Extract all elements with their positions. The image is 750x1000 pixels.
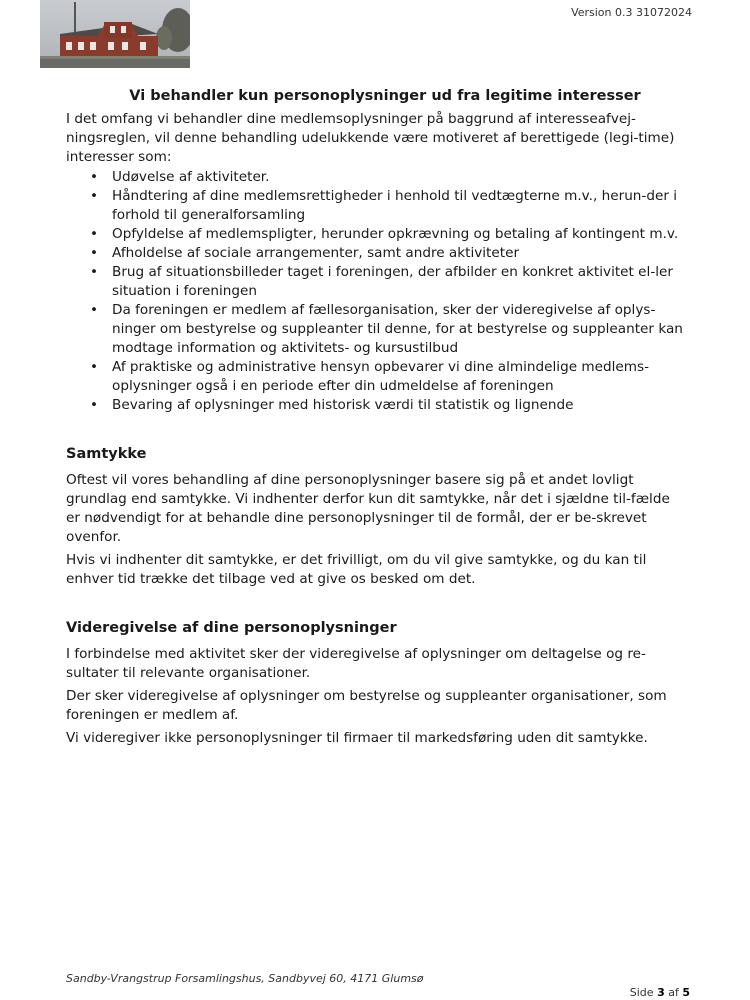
document-body bbox=[66, 110, 686, 752]
page-number bbox=[630, 986, 690, 999]
section-heading-samtykke: Samtykke bbox=[66, 446, 147, 462]
list-item: • Opfyldelse af medlemspligter, herunder opkrævning og betaling af kontingent m.v. bbox=[112, 225, 686, 244]
list-item: • Bevaring af oplysninger med historisk værdi til statistik og lignende bbox=[112, 396, 686, 415]
page-title: Vi behandler kun personoplysninger ud fra legitime interesser bbox=[129, 88, 641, 104]
list-item: • Håndtering af dine medlemsrettigheder i henhold til vedtægterne m.v., herun-der i forhold til generalforsamling bbox=[112, 187, 686, 225]
page-total: 5 bbox=[682, 986, 690, 999]
list-item: • Da foreningen er medlem af fællesorganisation, sker der videregivelse af oplys-ninger om bestyrelse og suppleanter til denne, for at bestyrelse og suppleanter kan modtage information og aktivitets- og kursustilbud bbox=[112, 301, 686, 358]
list-item: • Brug af situationsbilleder taget i foreningen, der afbilder en konkret aktivitet el-ler situation i foreningen bbox=[112, 263, 686, 301]
list-item: • Afholdelse af sociale arrangementer, samt andre aktiviteter bbox=[112, 244, 686, 263]
page-word: Side bbox=[629, 986, 654, 999]
samtykke-paragraph-2: Hvis vi indhenter dit samtykke, er det frivilligt, om du vil give samtykke, og du kan til enhver tid trække det tilbage ved at give os besked om det. bbox=[66, 552, 647, 587]
list-item: • Af praktiske og administrative hensyn opbevarer vi dine almindelige medlems-oplysninger også i en periode efter din udmeldelse af foreningen bbox=[112, 358, 686, 396]
videregivelse-paragraph-1: I forbindelse med aktivitet sker der videregivelse af oplysninger om deltagelse og re-sultater til relevante organisationer. bbox=[66, 646, 646, 681]
building-photo bbox=[40, 0, 190, 68]
videregivelse-paragraph-3: Vi videregiver ikke personoplysninger til firmaer til markedsføring uden dit samtykke. bbox=[66, 730, 648, 746]
page-separator: af bbox=[668, 986, 679, 999]
intro-paragraph: I det omfang vi behandler dine medlemsoplysninger på baggrund af interesseafvej-ningsreglen, vil denne behandling udelukkende være motiveret af berettigede (legi-time) interesser som: bbox=[66, 111, 675, 165]
list-item: • Udøvelse af aktiviteter. bbox=[112, 168, 686, 187]
version-label: Version 0.3 31072024 bbox=[571, 6, 692, 19]
interest-list bbox=[66, 168, 686, 415]
footer-address: Sandby-Vrangstrup Forsamlingshus, Sandbyvej 60, 4171 Glumsø bbox=[66, 972, 424, 985]
building-photo-image bbox=[40, 0, 190, 68]
samtykke-paragraph-1: Oftest vil vores behandling af dine personoplysninger basere sig på et andet lovligt grundlag end samtykke. Vi indhenter derfor kun dit samtykke, når det i sjældne til-fælde er nødvendigt for at behandle dine personoplysninger til de formål, der er be-skrevet ovenfor. bbox=[66, 472, 670, 545]
section-heading-videregivelse: Videregivelse af dine personoplysninger bbox=[66, 620, 397, 636]
videregivelse-paragraph-2: Der sker videregivelse af oplysninger om bestyrelse og suppleanter organisationer, som foreningen er medlem af. bbox=[66, 688, 667, 723]
page-current: 3 bbox=[657, 986, 665, 999]
